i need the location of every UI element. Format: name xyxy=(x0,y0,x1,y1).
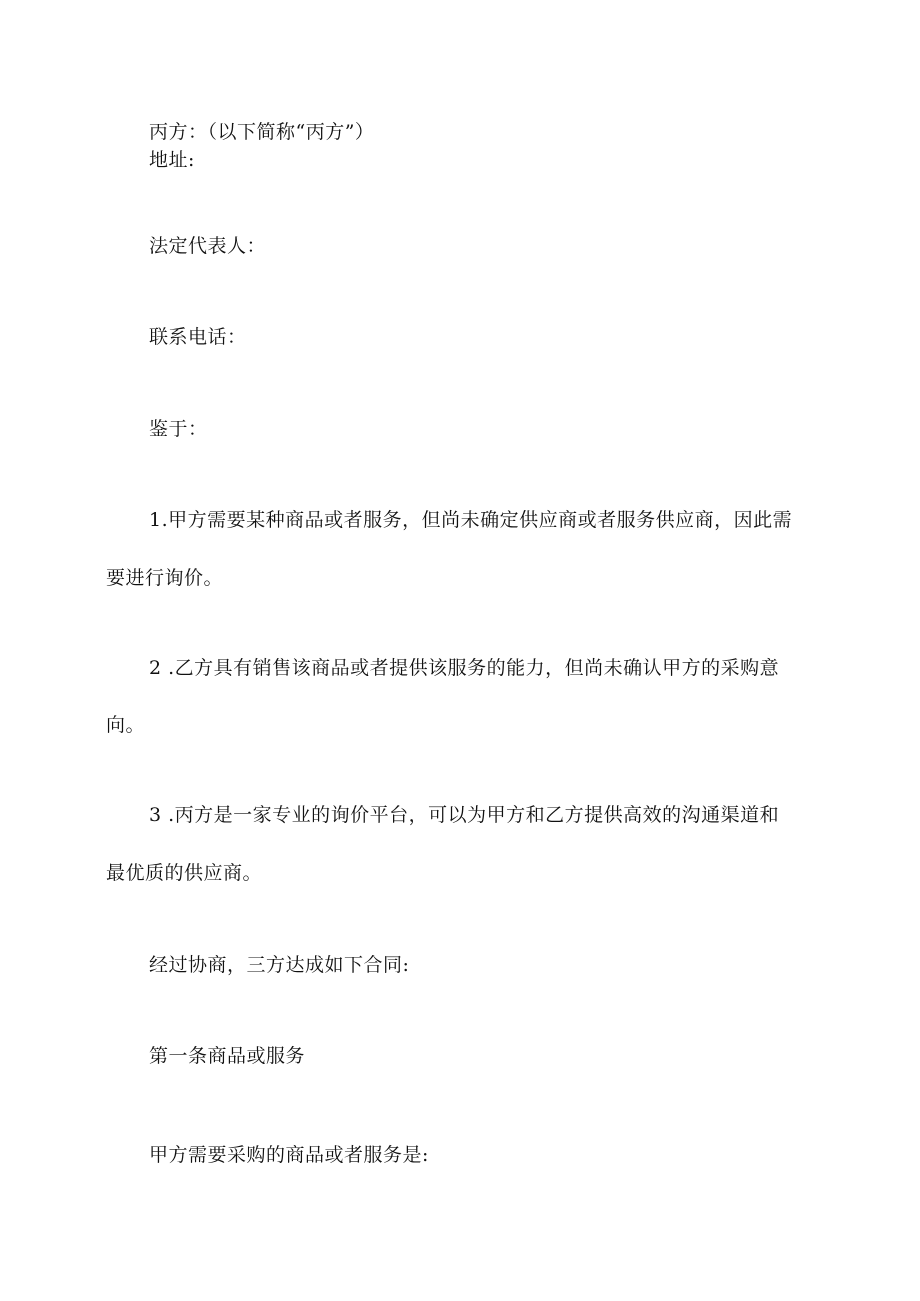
recital-item-1-line-1: 1.甲方需要某种商品或者服务，但尚未确定供应商或者服务供应商，因此需 xyxy=(149,509,793,531)
article-1-title: 第一条商品或服务 xyxy=(149,1045,306,1067)
recital-item-3-line-2: 最优质的供应商。 xyxy=(106,862,263,884)
party-c-label: 丙方：（以下简称“丙方”） xyxy=(149,121,375,143)
party-c-phone: 联系电话： xyxy=(149,326,247,348)
recital-item-2-line-2: 向。 xyxy=(106,714,146,736)
party-c-legal-rep: 法定代表人： xyxy=(149,235,267,257)
recital-item-2-line-1: 2 .乙方具有销售该商品或者提供该服务的能力，但尚未确认甲方的采购意 xyxy=(149,657,780,679)
party-c-address: 地址: xyxy=(149,149,195,171)
recital-item-3-line-1: 3 .丙方是一家专业的询价平台，可以为甲方和乙方提供高效的沟通渠道和 xyxy=(149,804,780,826)
recital-item-1-line-2: 要进行询价。 xyxy=(106,567,224,589)
recitals-heading: 鉴于： xyxy=(149,418,208,440)
agreement-intro: 经过协商，三方达成如下合同: xyxy=(149,954,410,976)
article-1-body: 甲方需要采购的商品或者服务是: xyxy=(149,1144,429,1166)
